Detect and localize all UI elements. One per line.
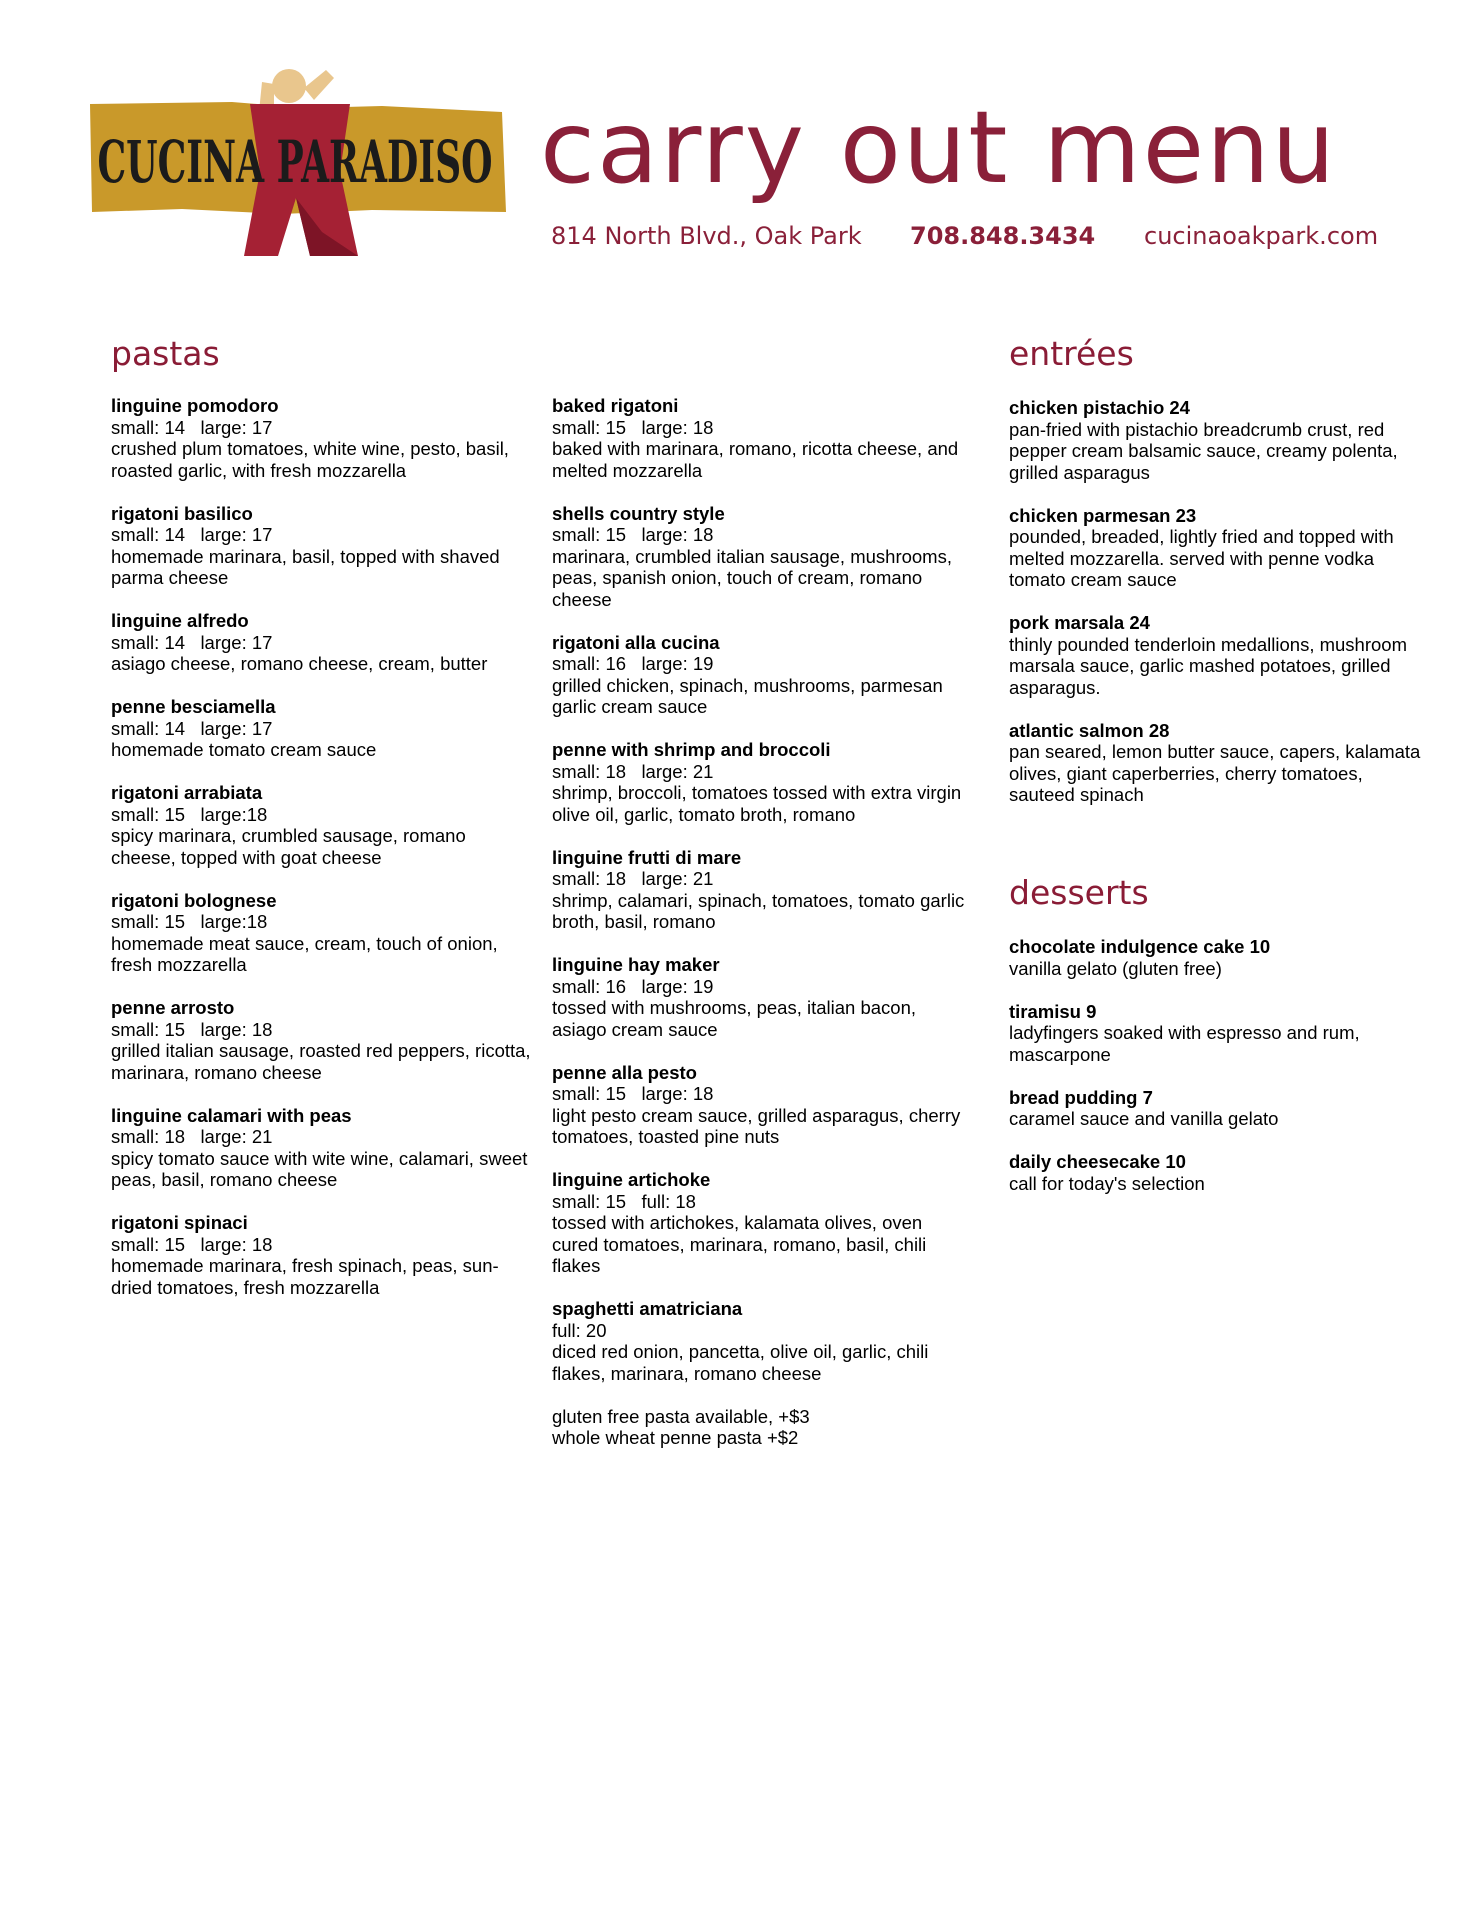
item-name: pork marsala 24 [1009,612,1150,633]
item-name: tiramisu 9 [1009,1000,1097,1022]
item-name: chicken parmesan 23 [1009,504,1197,526]
item-price: small: 18 large: 21 [111,1126,273,1147]
item-name: rigatoni bolognese [111,889,277,911]
item-name: bread pudding 7 [1009,1086,1153,1108]
item-description: vanilla gelato (gluten free) [1009,957,1222,979]
item-price: small: 15 large: 18 [111,1233,273,1255]
item-description: spicy tomato sauce with wite wine, calamari, sweet peas, basil, romano cheese [111,1147,528,1190]
item-name: rigatoni arrabiata [111,782,263,803]
item-description: marinara, crumbled italian sausage, mushrooms, peas, spanish onion, touch of cream, romano cheese [552,545,952,610]
menu-item [552,1169,972,1277]
item-description: asiago cheese, romano cheese, cream, butter [111,653,488,674]
item-description: spicy marinara, crumbled sausage, romano cheese, topped with goat cheese [111,825,466,868]
page-title: carry out menu [540,89,1337,206]
menu-item [111,696,531,761]
pastas-column-1 [111,395,531,1320]
item-description: baked with marinara, romano, ricotta cheese, and melted mozzarella [552,438,959,481]
cucina-paradiso-logo [82,62,508,256]
menu-item [1009,505,1429,591]
item-price: small: 14 large: 17 [111,524,273,545]
item-description: pan-fried with pistachio breadcrumb crust, red pepper cream balsamic sauce, creamy polenta, grilled asparagus [1009,418,1398,483]
item-price: small: 18 large: 21 [552,760,714,782]
item-price: small: 15 large: 18 [552,524,714,545]
item-price: small: 14 large: 17 [111,416,273,438]
menu-item [552,954,972,1040]
item-name: penne besciamella [111,696,276,717]
menu-item [552,503,972,611]
item-price: small: 15 large:18 [111,803,268,825]
item-price: small: 15 full: 18 [552,1190,696,1212]
item-description: ladyfingers soaked with espresso and rum, mascarpone [1009,1022,1360,1065]
pastas-heading: pastas [111,334,220,373]
item-name: penne with shrimp and broccoli [552,739,831,760]
menu-item [111,997,531,1083]
menu-item [1009,1001,1429,1066]
item-description: crushed plum tomatoes, white wine, pesto, basil, roasted garlic, with fresh mozzarella [111,438,509,481]
desserts-heading: desserts [1009,873,1149,912]
item-price: small: 15 large: 18 [111,1018,273,1040]
item-name: chicken pistachio 24 [1009,397,1190,418]
item-name: linguine calamari with peas [111,1104,352,1126]
menu-item [1009,720,1429,806]
item-description: light pesto cream sauce, grilled asparagus, cherry tomatoes, toasted pine nuts [552,1104,961,1147]
pastas-column-2 [552,395,972,1449]
item-description: homemade meat sauce, cream, touch of onion, fresh mozzarella [111,932,498,975]
item-description: grilled italian sausage, roasted red peppers, ricotta, marinara, romano cheese [111,1040,531,1083]
item-description: call for today's selection [1009,1172,1205,1194]
menu-item [552,739,972,825]
menu-item [111,1105,531,1191]
item-name: atlantic salmon 28 [1009,719,1170,741]
item-name: rigatoni alla cucina [552,631,720,653]
menu-item [111,503,531,589]
item-description: thinly pounded tenderloin medallions, mushroom marsala sauce, garlic mashed potatoes, grilled asparagus. [1009,633,1407,698]
item-price: small: 15 large:18 [111,911,268,932]
item-price: small: 15 large: 18 [552,416,714,438]
website-link[interactable]: cucinaoakpark.com [1144,222,1379,250]
item-name: penne arrosto [111,997,235,1018]
entrees-heading: entrées [1009,334,1134,373]
menu-item [552,1298,972,1384]
menu-item [552,632,972,718]
item-name: daily cheesecake 10 [1009,1151,1186,1172]
item-price: small: 14 large: 17 [111,631,273,653]
pasta-note: gluten free pasta available, +$3 [552,1405,810,1427]
menu-item [552,1062,972,1148]
item-name: linguine frutti di mare [552,846,742,868]
menu-item [1009,936,1429,979]
item-name: linguine pomodoro [111,395,279,416]
item-name: spaghetti amatriciana [552,1298,743,1319]
phone-number[interactable]: 708.848.3434 [910,222,1096,250]
item-name: linguine artichoke [552,1169,711,1190]
item-description: shrimp, calamari, spinach, tomatoes, tomato garlic broth, basil, romano [552,889,965,932]
menu-item [111,890,531,976]
item-name: rigatoni spinaci [111,1212,248,1233]
item-price: full: 20 [552,1319,607,1341]
menu-item [111,395,531,481]
item-price: small: 18 large: 21 [552,868,714,889]
menu-item [111,610,531,675]
item-name: baked rigatoni [552,395,679,416]
item-price: small: 15 large: 18 [552,1083,714,1104]
item-description: grilled chicken, spinach, mushrooms, parmesan garlic cream sauce [552,674,943,717]
menu-item [552,395,972,481]
menu-item [552,847,972,933]
item-description: homemade marinara, basil, topped with shaved parma cheese [111,545,500,588]
pasta-note: whole wheat penne pasta +$2 [552,1427,799,1448]
menu-item [1009,612,1429,698]
desserts-list [1009,936,1429,1216]
item-description: caramel sauce and vanilla gelato [1009,1108,1279,1129]
item-name: penne alla pesto [552,1061,697,1083]
item-description: pounded, breaded, lightly fried and topped with melted mozzarella. served with penne vodka tomato cream sauce [1009,526,1394,590]
item-name: shells country style [552,502,725,524]
item-description: tossed with artichokes, kalamata olives, oven cured tomatoes, marinara, romano, basil, chili flakes [552,1212,927,1276]
menu-item [111,782,531,868]
item-description: shrimp, broccoli, tomatoes tossed with extra virgin olive oil, garlic, tomato broth, romano [552,782,962,825]
logo-wordmark: CUCINA PARADISO [97,128,493,196]
item-description: diced red onion, pancetta, olive oil, garlic, chili flakes, marinara, romano cheese [552,1341,929,1384]
menu-item [1009,1151,1429,1194]
menu-item [111,1212,531,1298]
item-price: small: 16 large: 19 [552,975,714,997]
item-price: small: 14 large: 17 [111,717,273,739]
address: 814 North Blvd., Oak Park [551,222,862,250]
entrees-list [1009,397,1429,827]
item-name: linguine hay maker [552,954,720,975]
item-name: chocolate indulgence cake 10 [1009,936,1271,957]
item-price: small: 16 large: 19 [552,653,714,674]
menu-item [1009,397,1429,483]
item-description: homemade marinara, fresh spinach, peas, sun-dried tomatoes, fresh mozzarella [111,1255,499,1298]
item-description: homemade tomato cream sauce [111,739,377,760]
item-name: rigatoni basilico [111,502,253,524]
item-name: linguine alfredo [111,610,249,631]
item-description: pan seared, lemon butter sauce, capers, kalamata olives, giant caperberries, cherry tomatoes, sauteed spinach [1009,741,1421,805]
menu-item [1009,1087,1429,1130]
item-description: tossed with mushrooms, peas, italian bacon, asiago cream sauce [552,997,917,1040]
